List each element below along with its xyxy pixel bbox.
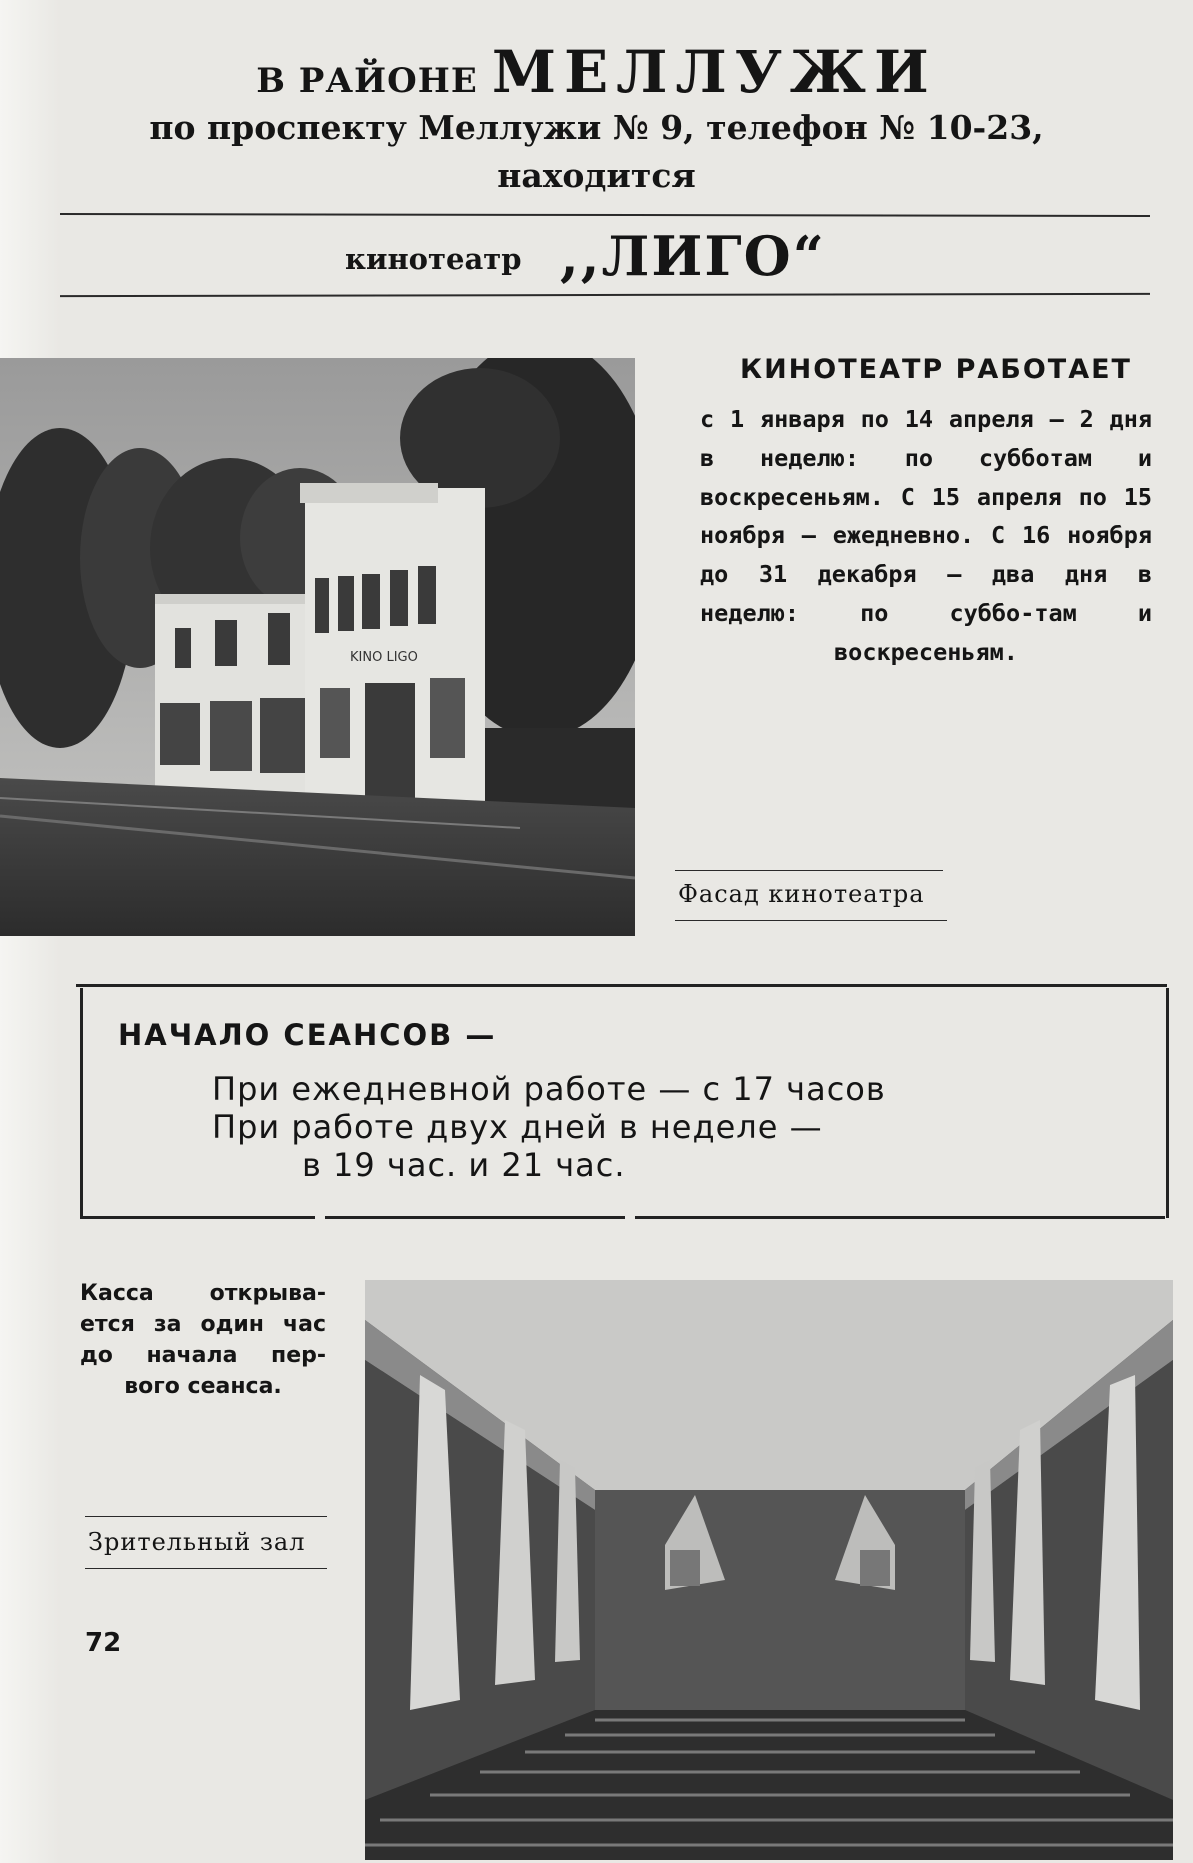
facade-caption: Фасад кинотеатра [678, 880, 925, 908]
district-name: МЕЛЛУЖИ [491, 38, 937, 106]
district-heading [0, 38, 1193, 106]
session-box-bottom-seg3 [635, 1216, 1165, 1219]
header-rule-bottom [60, 293, 1150, 297]
facade-photo [0, 358, 635, 936]
header-rule-top [60, 213, 1150, 217]
cinema-name: ,,ЛИГО“ [560, 224, 826, 288]
page-number: 72 [85, 1628, 122, 1658]
session-title: НАЧАЛО СЕАНСОВ — [118, 1018, 497, 1052]
cinema-label: кинотеатр [345, 242, 522, 276]
session-line-times: в 19 час. и 21 час. [302, 1146, 626, 1184]
box-office-text: Касса открыва-ется за один час до начала пер-вого сеанса. [80, 1281, 326, 1399]
session-line-two-days: При работе двух дней в неделе — [212, 1108, 823, 1146]
hall-caption-rule-top [85, 1516, 327, 1517]
facade-caption-rule-top [675, 870, 943, 871]
hall-caption-rule-bottom [85, 1568, 327, 1569]
address-line: по проспекту Меллужи № 9, телефон № 10-23, [149, 108, 1044, 147]
auditorium-photo [365, 1280, 1173, 1860]
session-box-bottom-seg1 [80, 1216, 315, 1219]
facade-sign-text: KINO LIGO [350, 650, 418, 665]
session-box-top [76, 984, 1167, 987]
hall-caption: Зрительный зал [88, 1528, 306, 1556]
schedule-title: КИНОТЕАТР РАБОТАЕТ [740, 354, 1132, 385]
district-prefix: В РАЙОНЕ [256, 61, 478, 101]
facade-caption-rule-bottom [675, 920, 947, 921]
located-line: находится [497, 156, 696, 195]
schedule-text: с 1 января по 14 апреля — 2 дня в неделю: по субботам и воскресеньям. С 15 апреля по 15 ноября — ежедневно. С 16 ноября до 31 декабря — два дня в неделю: по суббо-там и воскресеньям. [700, 405, 1152, 666]
session-box-bottom-seg2 [325, 1216, 625, 1219]
session-line-daily: При ежедневной работе — с 17 часов [212, 1070, 886, 1108]
